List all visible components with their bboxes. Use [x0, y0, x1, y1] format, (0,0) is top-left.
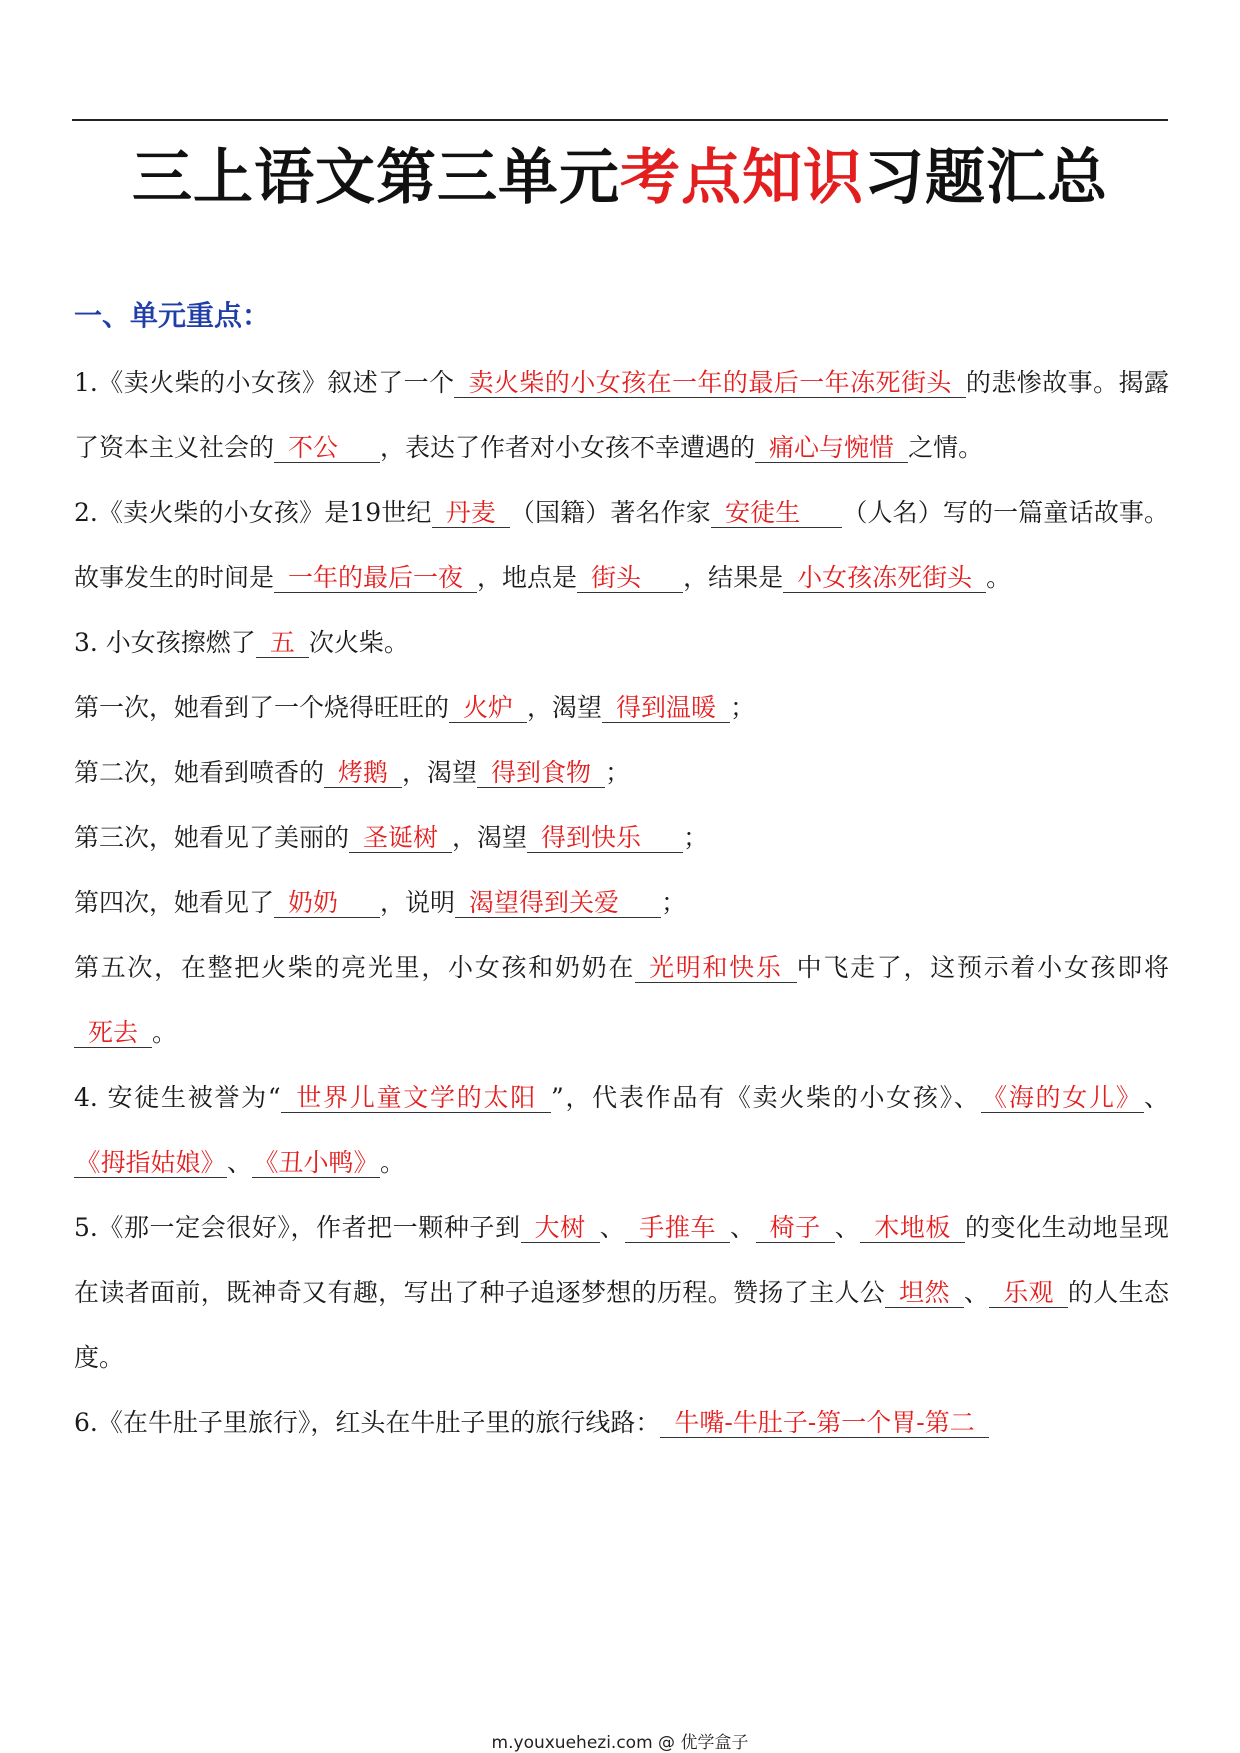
section-heading: 一、单元重点： — [74, 299, 271, 332]
match-line-5: 第五次，在整把火柴的亮光里，小女孩和奶奶在 光明和快乐 中飞走了，这预示着小女孩即将死去 。 — [74, 953, 1169, 1047]
answer-blank: 乐观 — [989, 1278, 1068, 1308]
footer-watermark: m.youxuehezi.com @ 优学盒子 — [491, 1733, 749, 1753]
title-part-3: 习题汇总 — [864, 143, 1108, 213]
answer-blank: 《丑小鸭》 — [252, 1148, 380, 1178]
answer-blank: 烤鹅 — [324, 758, 402, 788]
question-2: 2.《卖火柴的小女孩》是19世纪 丹麦 （国籍）著名作家 安徒生 （人名）写的一篇童话故事。故事发生的时间是 一年的最后一夜 ，地点是 街头 ，结果是 小女孩冻死街头 。 — [74, 498, 1169, 592]
match-line-3: 第三次，她看见了美丽的 圣诞树 ，渴望 得到快乐 ； — [74, 823, 709, 852]
answer-blank: 圣诞树 — [349, 823, 452, 853]
answer-blank: 世界儿童文学的太阳 — [281, 1083, 551, 1113]
answer-blank: 卖火柴的小女孩在一年的最后一年冻死街头 — [454, 368, 965, 398]
question-1: 1.《卖火柴的小女孩》叙述了一个 卖火柴的小女孩在一年的最后一年冻死街头 的悲惨故事。揭露了资本主义社会的 不公 ，表达了作者对小女孩不幸遭遇的 痛心与惋惜 之情。 — [74, 368, 1169, 462]
title-part-1: 三上语文第三单元 — [132, 143, 620, 213]
question-4: 4. 安徒生被誉为“ 世界儿童文学的太阳 ”，代表作品有《卖火柴的小女孩》、 《海的女儿》 、《拇指姑娘》 、 《丑小鸭》 。 — [74, 1083, 1169, 1177]
match-line-1: 第一次，她看到了一个烧得旺旺的 火炉 ，渴望 得到温暖 ； — [74, 693, 756, 722]
top-rule — [72, 119, 1168, 121]
answer-blank: 火炉 — [449, 693, 527, 723]
exercise-body — [74, 350, 1169, 1455]
question-3: 3. 小女孩擦燃了 五 次火柴。 — [74, 628, 409, 657]
answer-blank: 椅子 — [756, 1213, 835, 1243]
answer-blank: 奶奶 — [274, 888, 380, 918]
answer-blank: 木地板 — [860, 1213, 965, 1243]
answer-blank: 丹麦 — [432, 498, 510, 528]
question-5: 5.《那一定会很好》，作者把一颗种子到 大树 、 手推车 、 椅子 、 木地板 的变化生动地呈现在读者面前，既神奇又有趣，写出了种子追逐梦想的历程。赞扬了主人公 坦然 、 乐观 的人生态度。 — [74, 1213, 1169, 1372]
answer-blank: 小女孩冻死街头 — [783, 563, 986, 593]
answer-blank: 安徒生 — [711, 498, 842, 528]
match-line-2: 第二次，她看到喷香的 烤鹅 ，渴望 得到食物 ； — [74, 758, 631, 787]
answer-blank: 五 — [256, 628, 309, 658]
answer-blank: 坦然 — [885, 1278, 964, 1308]
answer-blank: 得到食物 — [477, 758, 605, 788]
answer-blank: 大树 — [521, 1213, 600, 1243]
answer-blank: 光明和快乐 — [635, 953, 797, 983]
answer-blank: 一年的最后一夜 — [274, 563, 477, 593]
title-part-highlight: 考点知识 — [620, 143, 864, 213]
answer-blank: 牛嘴-牛肚子-第一个胃-第二 — [660, 1408, 988, 1438]
answer-blank: 不公 — [274, 433, 380, 463]
match-line-4: 第四次，她看见了 奶奶 ，说明 渴望得到关爱 ； — [74, 888, 687, 917]
answer-blank: 街头 — [577, 563, 683, 593]
question-6: 6.《在牛肚子里旅行》，红头在牛肚子里的旅行线路： 牛嘴-牛肚子-第一个胃-第二 — [74, 1390, 1169, 1455]
answer-blank: 得到快乐 — [527, 823, 683, 853]
answer-blank: 《海的女儿》 — [981, 1083, 1144, 1113]
answer-blank: 死去 — [74, 1018, 152, 1048]
answer-blank: 痛心与惋惜 — [755, 433, 908, 463]
answer-blank: 《拇指姑娘》 — [74, 1148, 227, 1178]
page-title — [72, 138, 1168, 218]
answer-blank: 渴望得到关爱 — [455, 888, 661, 918]
answer-blank: 手推车 — [625, 1213, 730, 1243]
answer-blank: 得到温暖 — [602, 693, 730, 723]
